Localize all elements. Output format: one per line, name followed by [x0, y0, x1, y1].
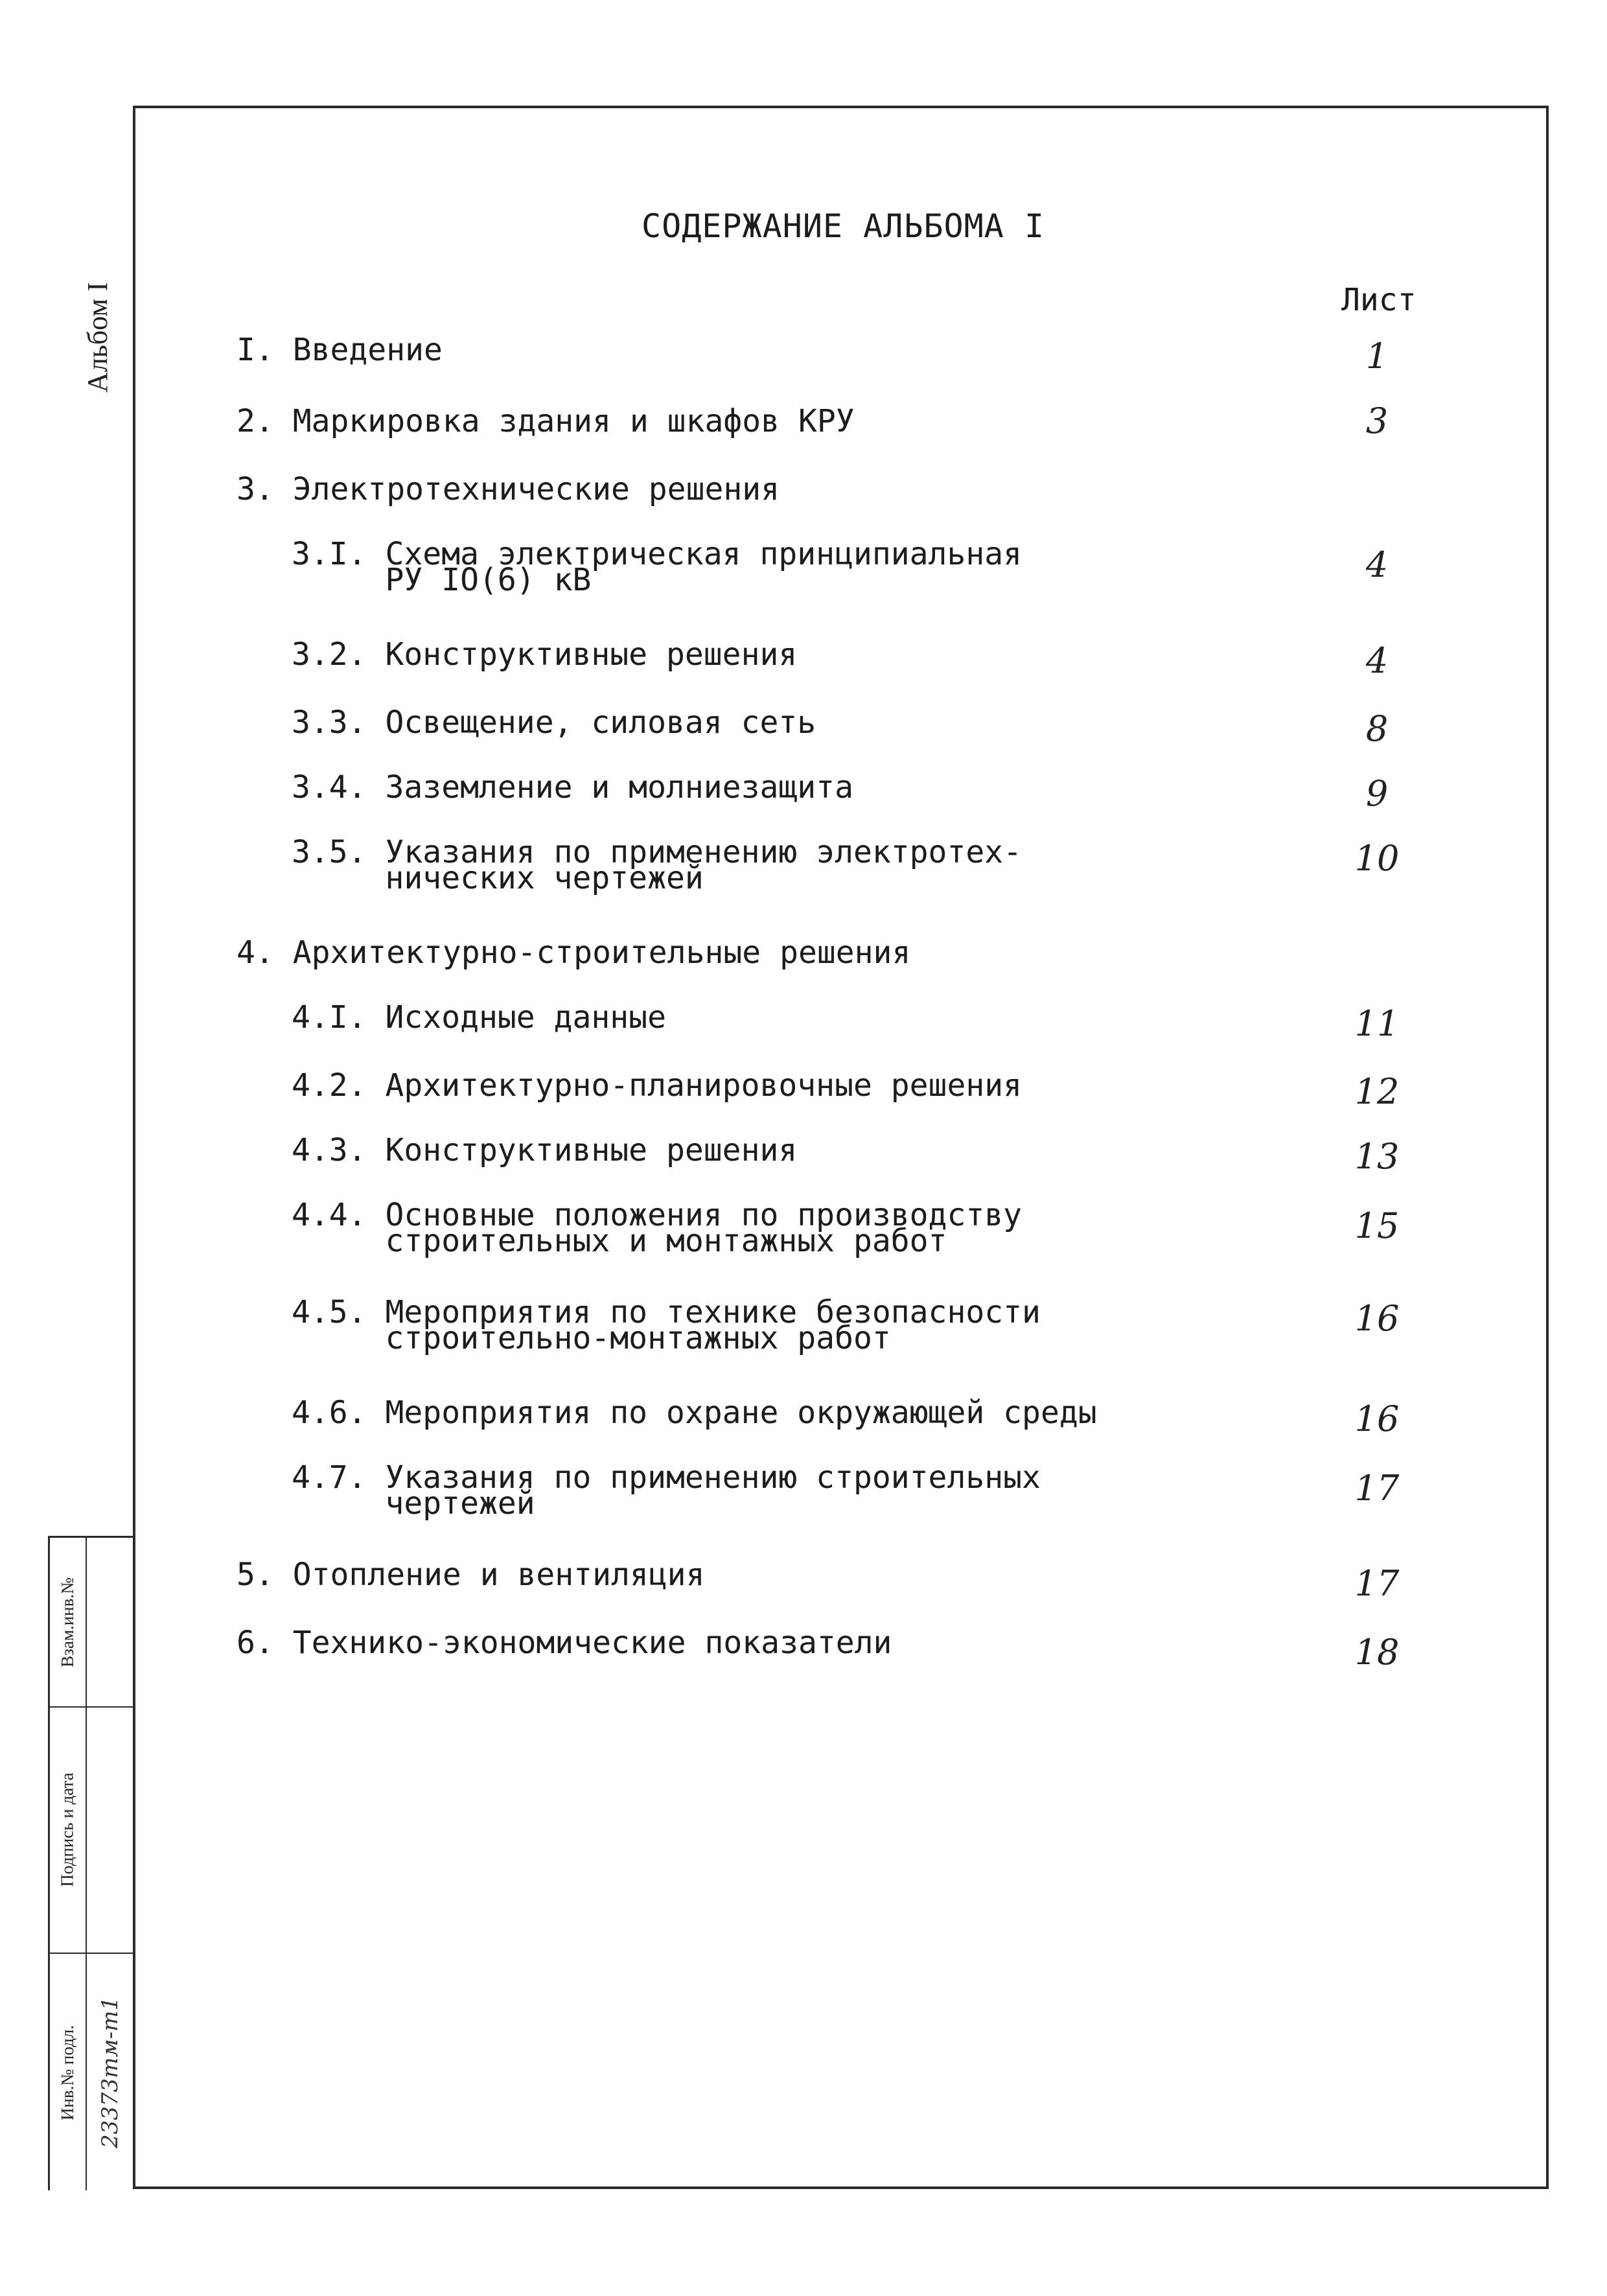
stamp-replacement-inventory: Взам.инв.№	[58, 1577, 77, 1667]
toc-page-number: 17	[1354, 1563, 1400, 1604]
toc-entry: 4.5. Мероприятия по технике безопасности строительно-монтажных работ	[292, 1294, 1041, 1356]
toc-page-number: 10	[1354, 838, 1400, 879]
toc-entry: I. Введение	[237, 332, 443, 368]
approval-stamp	[48, 1536, 133, 2190]
toc-entry: 3.3. Освещение, силовая сеть	[292, 704, 816, 741]
sheet-column-header: Лист	[1341, 282, 1416, 318]
toc-entry: 5. Отопление и вентиляция	[237, 1557, 705, 1593]
toc-entry: 3.5. Указания по применению электротех- нических чертежей	[292, 834, 1023, 896]
toc-page-number: 11	[1354, 1003, 1400, 1044]
toc-page-number: 17	[1354, 1468, 1400, 1509]
toc-entry: 3. Электротехнические решения	[237, 471, 780, 507]
toc-entry: 4. Архитектурно-строительные решения	[237, 934, 911, 971]
album-side-label: Альбом I	[81, 281, 113, 393]
toc-entry: 6. Технико-экономические показатели	[237, 1625, 892, 1661]
toc-entry: 4.4. Основные положения по производству строительных и монтажных работ	[292, 1197, 1023, 1259]
stamp-signature-date: Подпись и дата	[58, 1772, 77, 1887]
toc-page-number: 4	[1365, 544, 1389, 585]
toc-page-number: 4	[1365, 640, 1389, 681]
toc-page-number: 15	[1354, 1205, 1400, 1246]
toc-page-number: 16	[1354, 1298, 1400, 1339]
toc-entry: 3.I. Схема электрическая принципиальная РУ IO(6) кВ	[292, 536, 1023, 598]
toc-entry: 4.3. Конструктивные решения	[292, 1132, 798, 1168]
toc-page-number: 16	[1354, 1398, 1400, 1439]
toc-entry: 3.2. Конструктивные решения	[292, 636, 798, 673]
page-title: СОДЕРЖАНИЕ АЛЬБОМА I	[642, 207, 1045, 245]
toc-entry: 4.I. Исходные данные	[292, 999, 666, 1036]
toc-entry: 2. Маркировка здания и шкафов КРУ	[237, 403, 855, 439]
toc-page-number: 13	[1354, 1136, 1400, 1177]
toc-page-number: 8	[1365, 708, 1389, 749]
toc-page-number: 1	[1365, 336, 1389, 377]
toc-page-number: 3	[1365, 400, 1389, 441]
toc-entry: 4.2. Архитектурно-планировочные решения	[292, 1067, 1023, 1104]
toc-page-number: 12	[1354, 1071, 1400, 1112]
toc-page-number: 18	[1354, 1632, 1400, 1673]
toc-entry: 4.7. Указания по применению строительных чертежей	[292, 1459, 1041, 1522]
stamp-original-inventory: Инв.№ подл.	[58, 2024, 77, 2120]
stamp-inventory-number: 23373тм-т1	[97, 1997, 124, 2148]
toc-page-number: 9	[1365, 773, 1389, 814]
toc-entry: 3.4. Заземление и молниезащита	[292, 769, 853, 806]
toc-entry: 4.6. Мероприятия по охране окружающей среды	[292, 1395, 1097, 1431]
